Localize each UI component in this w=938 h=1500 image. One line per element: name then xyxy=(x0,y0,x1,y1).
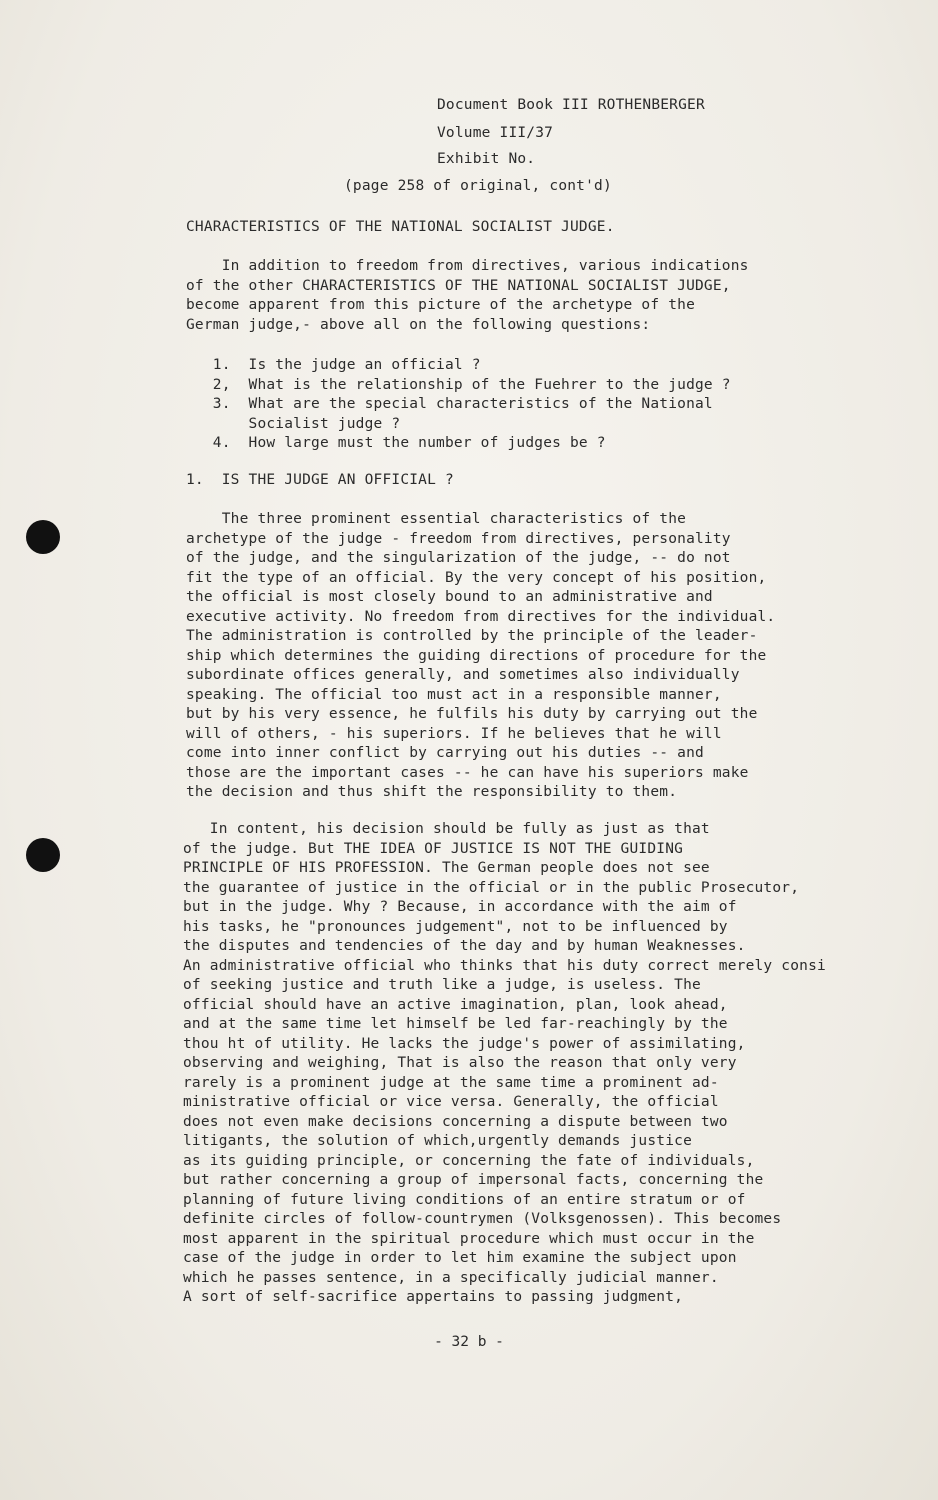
text-line: German judge,- above all on the following questions: xyxy=(186,316,651,333)
text-line: does not even make decisions concerning a dispute between two xyxy=(183,1113,728,1130)
volume-ref: Volume III/37 xyxy=(437,125,554,141)
text-line: A sort of self-sacrifice appertains to passing judgment, xyxy=(183,1289,684,1305)
page-ref: (page 258 of original, cont'd) xyxy=(344,178,612,194)
paragraph-1 xyxy=(186,510,775,803)
text-line: litigants, the solution of which,urgently demands justice xyxy=(183,1133,692,1149)
list-item: Socialist judge ? xyxy=(186,415,401,432)
text-line: subordinate offices generally, and sometimes also individually xyxy=(186,667,740,683)
text-line: his tasks, he "pronounces judgement", not to be influenced by xyxy=(183,918,728,935)
punch-hole xyxy=(26,520,60,554)
text-line: PRINCIPLE OF HIS PROFESSION. The German people does not see xyxy=(183,860,710,876)
text-line: the guarantee of justice in the official or in the public Prosecutor, xyxy=(183,879,800,896)
text-line: become apparent from this picture of the archetype of the xyxy=(186,297,695,313)
intro-paragraph xyxy=(186,257,749,335)
text-line: which he passes sentence, in a specifically judicial manner. xyxy=(183,1269,719,1286)
text-line: those are the important cases -- he can have his superiors make xyxy=(186,764,749,781)
punch-hole xyxy=(26,838,60,872)
text-line: definite circles of follow-countrymen (Volksgenossen). This becomes xyxy=(183,1211,782,1227)
paragraph-2 xyxy=(183,820,935,1308)
exhibit-ref: Exhibit No. xyxy=(437,151,536,167)
text-line: but in the judge. Why ? Because, in accordance with the aim of xyxy=(183,899,737,915)
text-line: the disputes and tendencies of the day and by human Weaknesses. xyxy=(183,938,746,954)
text-line: but by his very essence, he fulfils his duty by carrying out the xyxy=(186,706,758,722)
list-item: 3. What are the special characteristics of the National xyxy=(186,396,713,412)
text-line: executive activity. No freedom from directives for the individual. xyxy=(186,608,776,625)
text-line: rarely is a prominent judge at the same time a prominent ad- xyxy=(183,1074,719,1091)
text-line: The three prominent essential characteristics of the xyxy=(186,511,687,527)
text-line: archetype of the judge - freedom from directives, personality xyxy=(186,530,731,547)
text-line: observing and weighing, That is also the reason that only very xyxy=(183,1055,737,1071)
text-line: An administrative official who thinks that his duty correct merely consi xyxy=(183,957,826,974)
text-line: will of others, - his superiors. If he believes that he will xyxy=(186,725,722,742)
text-line: the decision and thus shift the responsibility to them. xyxy=(186,784,678,800)
list-item: 4. How large must the number of judges be ? xyxy=(186,435,606,451)
text-line: most apparent in the spiritual procedure which must occur in the xyxy=(183,1230,755,1247)
text-line: of the judge, and the singularization of the judge, -- do not xyxy=(186,550,731,566)
text-line: and at the same time let himself be led far-reachingly by the xyxy=(183,1016,728,1032)
text-line: case of the judge in order to let him examine the subject upon xyxy=(183,1250,737,1266)
text-line: thou ht of utility. He lacks the judge's power of assimilating, xyxy=(183,1035,746,1052)
section-heading: 1. IS THE JUDGE AN OFFICIAL ? xyxy=(186,472,454,488)
text-line: ship which determines the guiding directions of procedure for the xyxy=(186,647,767,664)
page-number: - 32 b - xyxy=(434,1334,504,1350)
list-item: 1. Is the judge an official ? xyxy=(186,357,481,373)
text-line: official should have an active imagination, plan, look ahead, xyxy=(183,996,728,1013)
text-line: of seeking justice and truth like a judge, is useless. The xyxy=(183,977,701,993)
text-line: of the judge. But THE IDEA OF JUSTICE IS NOT THE GUIDING xyxy=(183,840,684,857)
text-line: speaking. The official too must act in a responsible manner, xyxy=(186,686,722,703)
text-line: In addition to freedom from directives, various indications xyxy=(186,258,749,274)
text-line: the official is most closely bound to an administrative and xyxy=(186,589,713,605)
list-item: 2, What is the relationship of the Fuehrer to the judge ? xyxy=(186,376,731,393)
text-line: but rather concerning a group of impersonal facts, concerning the xyxy=(183,1172,764,1188)
text-line: In content, his decision should be fully as just as that xyxy=(183,821,710,837)
text-line: come into inner conflict by carrying out his duties -- and xyxy=(186,745,704,761)
document-title: CHARACTERISTICS OF THE NATIONAL SOCIALIST JUDGE. xyxy=(186,219,615,235)
doc-book-ref: Document Book III ROTHENBERGER xyxy=(437,97,705,113)
text-line: fit the type of an official. By the very concept of his position, xyxy=(186,569,767,586)
text-line: of the other CHARACTERISTICS OF THE NATIONAL SOCIALIST JUDGE, xyxy=(186,277,731,294)
text-line: ministrative official or vice versa. Generally, the official xyxy=(183,1094,719,1110)
text-line: as its guiding principle, or concerning the fate of individuals, xyxy=(183,1152,755,1169)
text-line: The administration is controlled by the principle of the leader- xyxy=(186,628,758,644)
question-list xyxy=(186,356,731,454)
text-line: planning of future living conditions of an entire stratum or of xyxy=(183,1191,746,1208)
